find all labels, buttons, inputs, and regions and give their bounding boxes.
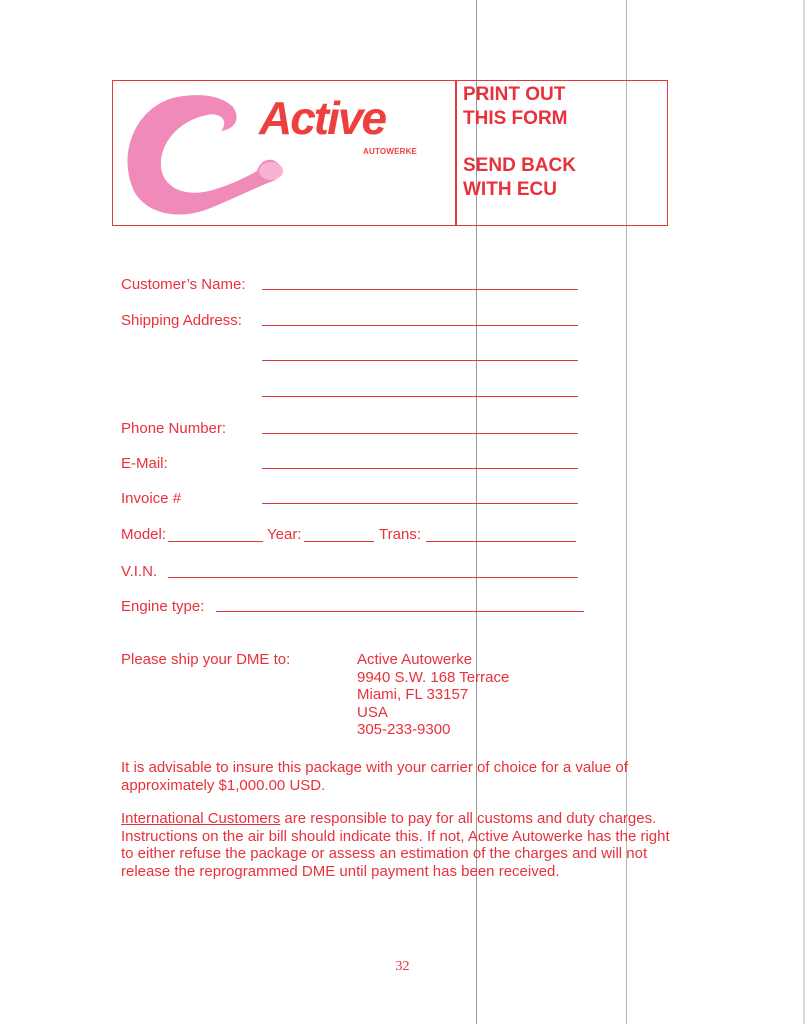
brand-logo-subtext: AUTOWERKE: [363, 147, 418, 156]
notice-line: PRINT OUT: [463, 84, 566, 105]
notice-line: WITH ECU: [463, 179, 557, 200]
trans-field[interactable]: [426, 541, 576, 542]
international-note: [121, 810, 681, 880]
address-line: USA: [357, 703, 388, 721]
invoice-label: Invoice #: [121, 490, 182, 507]
shipping-address-field-3[interactable]: [262, 396, 578, 397]
email-label: E-Mail:: [121, 455, 168, 472]
address-line: Active Autowerke: [357, 651, 473, 668]
address-line: 305-233-9300: [357, 721, 451, 739]
instruction-notice: [463, 83, 576, 202]
email-field[interactable]: [262, 468, 578, 469]
year-field[interactable]: [304, 541, 374, 542]
brand-logo-text: Active: [259, 92, 386, 144]
shipping-address-label: Shipping Address:: [121, 312, 242, 329]
address-line: 9940 S.W. 168 Terrace: [357, 668, 510, 686]
notice-line: SEND BACK: [463, 155, 576, 176]
address-line: Miami, FL 33157: [357, 686, 469, 704]
ship-to-address: [357, 651, 509, 739]
engine-type-label: Engine type:: [121, 598, 205, 615]
international-customers-heading: International Customers: [121, 810, 281, 827]
header-divider: [455, 81, 457, 225]
vin-label: V.I.N.: [121, 563, 158, 580]
vin-field[interactable]: [168, 577, 578, 578]
model-label: Model:: [121, 526, 167, 543]
insurance-note: It is advisable to insure this package with your carrier of choice for a value of approximately $1,000.00 USD.: [121, 759, 628, 794]
engine-type-field[interactable]: [216, 611, 584, 612]
notice-line: THIS FORM: [463, 108, 568, 129]
phone-label: Phone Number:: [121, 420, 227, 437]
phone-field[interactable]: [262, 433, 578, 434]
year-label: Year:: [267, 526, 302, 543]
invoice-field[interactable]: [262, 503, 578, 504]
ship-to-label: Please ship your DME to:: [121, 651, 291, 668]
customer-name-field[interactable]: [262, 289, 578, 290]
notice-gap: [463, 131, 576, 154]
page-number: 32: [395, 959, 410, 974]
header-box: [112, 80, 668, 226]
international-note-text: are responsible to pay for all customs and duty charges. Instructions on the air bill should indicate this. If not, Active Autowerke has the right to either refuse the package or assess an estimation of the charges and will not release the reprogrammed DME until payment has been received.: [121, 810, 670, 880]
trans-label: Trans:: [379, 526, 421, 543]
shipping-address-field-2[interactable]: [262, 360, 578, 361]
model-field[interactable]: [168, 541, 263, 542]
customer-name-label: Customer’s Name:: [121, 276, 246, 293]
shipping-address-field-1[interactable]: [262, 325, 578, 326]
